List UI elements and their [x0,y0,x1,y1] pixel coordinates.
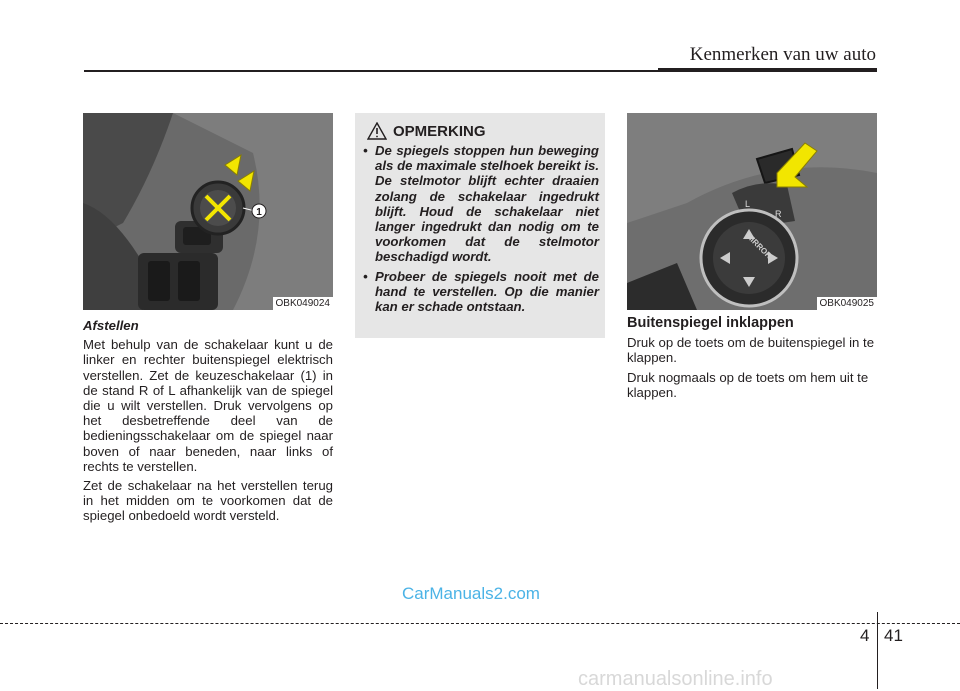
mirror-label: MIRROR [744,231,774,261]
callout-number: 1 [256,207,262,218]
page-number: 41 [884,626,903,645]
figure-code: OBK049024 [273,297,334,310]
right-mark: R [775,209,782,219]
mirror-switch-illustration [83,113,333,310]
section-title: Kenmerken van uw auto [689,44,876,65]
notice-title: OPMERKING [393,123,486,140]
fold-section [627,316,877,404]
warning-triangle-icon [367,122,387,140]
bullet: • [363,143,368,158]
bullet: • [363,268,368,284]
fold-heading: Buitenspiegel inklappen [627,315,794,331]
mirror-adjust-photo [83,113,333,310]
footer-rule [0,623,960,624]
site-watermark: carmanualsonline.info [578,668,773,690]
header-rule-accent [658,68,877,72]
adjust-section [83,318,333,528]
mirror-fold-photo [627,113,877,310]
fold-paragraph-2: Druk nogmaals op de toets om hem uit te klappen. [627,369,869,400]
fold-paragraph-1: Druk op de toets om de buitenspiegel in te klappen. [627,335,875,366]
adjust-subheading: Afstellen [83,318,139,333]
notice-box [355,113,605,338]
notice-item-text: Probeer de spiegels nooit met de hand te verstellen. Op die manier kan er schade ontstaan. [375,268,599,315]
watermark-link[interactable]: CarManuals2.com [402,584,540,603]
mirror-fold-illustration [627,113,877,310]
section-number: 4 [860,626,870,645]
adjust-paragraph-2: Zet de schakelaar na het verstellen terug in het midden om te voorkomen dat de spiegel onbedoeld wordt versteld. [83,478,333,524]
figure-code: OBK049025 [817,297,878,310]
notice-item [363,143,599,265]
adjust-paragraph-1: Met behulp van de schakelaar kunt u de linker en rechter buitenspiegel elektrisch verstellen. Zet de keuzeschakelaar (1) in de stand R of L afhankelijk van de spiegel die u wilt verstellen. Druk vervolgens op het desbetreffende deel van de bedieningsschakelaar om de spiegel naar boven of naar beneden, naar links of rechts te verstellen. [83,337,333,474]
page-separator [877,612,878,689]
notice-list [363,143,599,318]
notice-item-text: De spiegels stoppen hun beweging als de maximale stelhoek bereikt is. De stelmotor blijft echter draaien zolang de schakelaar ingedrukt blijft. Houd de schakelaar niet langer ingedrukt dan nodig om te voorkomen dat de stelmotor beschadigd wordt. [375,143,599,265]
left-mark: L [745,199,751,209]
notice-item [363,269,599,315]
